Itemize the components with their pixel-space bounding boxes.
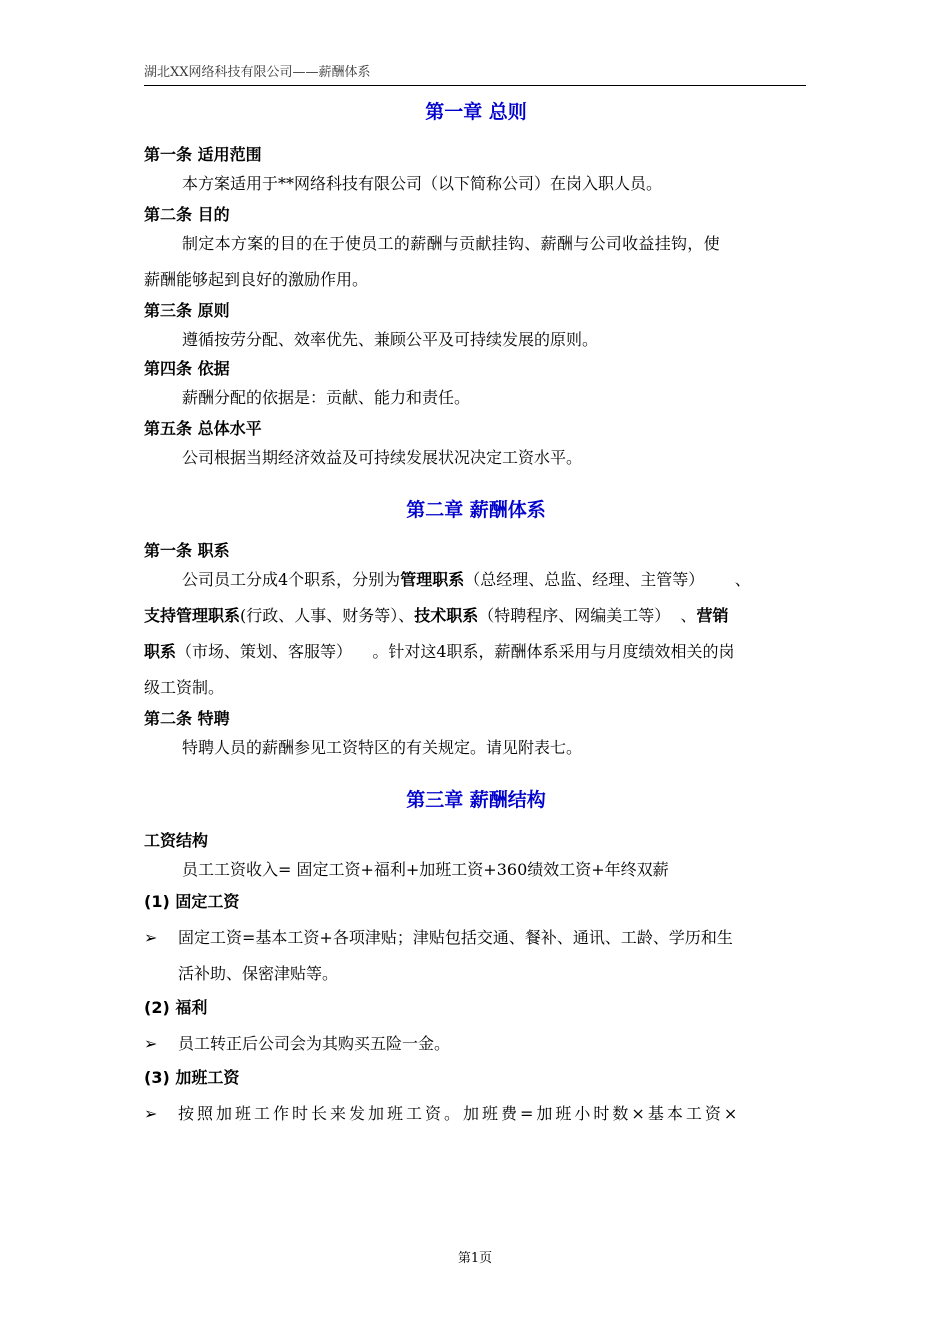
bullet-arrow-icon: ➢	[144, 928, 158, 947]
ch1-article-2-heading: 第二条 目的	[144, 205, 230, 224]
ch3-formula: 员工工资收入= 固定工资+福利+加班工资+360绩效工资+年终双薪	[182, 860, 669, 879]
bullet-arrow-icon: ➢	[144, 1034, 158, 1053]
bold-run-management: 管理职系	[400, 570, 465, 589]
chapter-2-title: 第二章 薪酬体系	[406, 499, 546, 521]
page-header: 湖北XX网络科技有限公司——薪酬体系	[144, 65, 371, 80]
ch1-article-5-text: 公司根据当期经济效益及可持续发展状况决定工资水平。	[182, 448, 583, 467]
bullet-arrow-icon: ➢	[144, 1104, 158, 1123]
ch2-article-2-text: 特聘人员的薪酬参见工资特区的有关规定。请见附表七。	[182, 738, 583, 757]
text-run: (行政、人事、财务等）、	[240, 606, 415, 625]
ch2-article-1-line2	[144, 598, 808, 634]
bold-run-sales-cont: 职系	[144, 642, 177, 661]
ch3-item-1-label: (1) 固定工资	[144, 892, 240, 911]
bullet-text-line: 员工转正后公司会为其购买五险一金。	[178, 1034, 451, 1053]
ch1-article-4-text: 薪酬分配的依据是：贡献、能力和责任。	[182, 388, 471, 407]
ch2-article-1-heading: 第一条 职系	[144, 541, 230, 560]
ch3-item-2-bullet	[144, 1026, 808, 1062]
bold-run-tech: 技术职系	[414, 606, 479, 625]
ch1-article-1-text: 本方案适用于**网络科技有限公司（以下简称公司）在岗入职人员。	[182, 174, 663, 193]
ch3-item-1-bullet	[144, 920, 808, 992]
ch2-article-1-line4: 级工资制。	[144, 678, 225, 697]
header-rule	[144, 85, 806, 86]
text-run: （市场、策划、客服等） 。针对这4职系，薪酬体系采用与月度绩效相关的岗	[176, 642, 735, 661]
ch1-article-4-heading: 第四条 依据	[144, 359, 230, 378]
chapter-3-title: 第三章 薪酬结构	[406, 789, 546, 811]
ch1-article-2-line2: 薪酬能够起到良好的激励作用。	[144, 270, 369, 289]
bold-run-support: 支持管理职系	[144, 606, 241, 625]
ch1-article-3-heading: 第三条 原则	[144, 301, 230, 320]
ch1-article-5-heading: 第五条 总体水平	[144, 419, 262, 438]
bullet-text-line: 按照加班工作时长来发加班工资。加班费=加班小时数×基本工资×	[178, 1104, 741, 1123]
document-body	[144, 92, 808, 1132]
ch2-article-2-heading: 第二条 特聘	[144, 709, 230, 728]
bullet-text-line: 固定工资=基本工资+各项津贴；津贴包括交通、餐补、通讯、工龄、学历和生	[178, 928, 733, 947]
ch3-item-3-bullet	[144, 1096, 808, 1132]
text-run: （特聘程序、网编美工等） 、	[478, 606, 697, 625]
ch1-article-2-line1: 制定本方案的目的在于使员工的薪酬与贡献挂钩、薪酬与公司收益挂钩，使	[182, 234, 720, 253]
chapter-1-title: 第一章 总则	[425, 101, 527, 123]
bold-run-sales: 营销	[696, 606, 729, 625]
ch1-article-3-text: 遵循按劳分配、效率优先、兼顾公平及可持续发展的原则。	[182, 330, 599, 349]
ch3-item-3-label: (3) 加班工资	[144, 1068, 240, 1087]
ch2-article-1-line1	[144, 562, 808, 598]
ch2-article-1-line3	[144, 634, 808, 670]
text-run: 公司员工分成4个职系，分别为	[182, 570, 401, 589]
ch3-structure-heading: 工资结构	[144, 831, 209, 850]
page-footer: 第1页	[457, 1251, 493, 1266]
bullet-text-line: 活补助、保密津贴等。	[178, 964, 339, 983]
text-run: （总经理、总监、经理、主管等） 、	[464, 570, 751, 589]
ch3-item-2-label: (2) 福利	[144, 998, 208, 1017]
ch1-article-1-heading: 第一条 适用范围	[144, 145, 262, 164]
